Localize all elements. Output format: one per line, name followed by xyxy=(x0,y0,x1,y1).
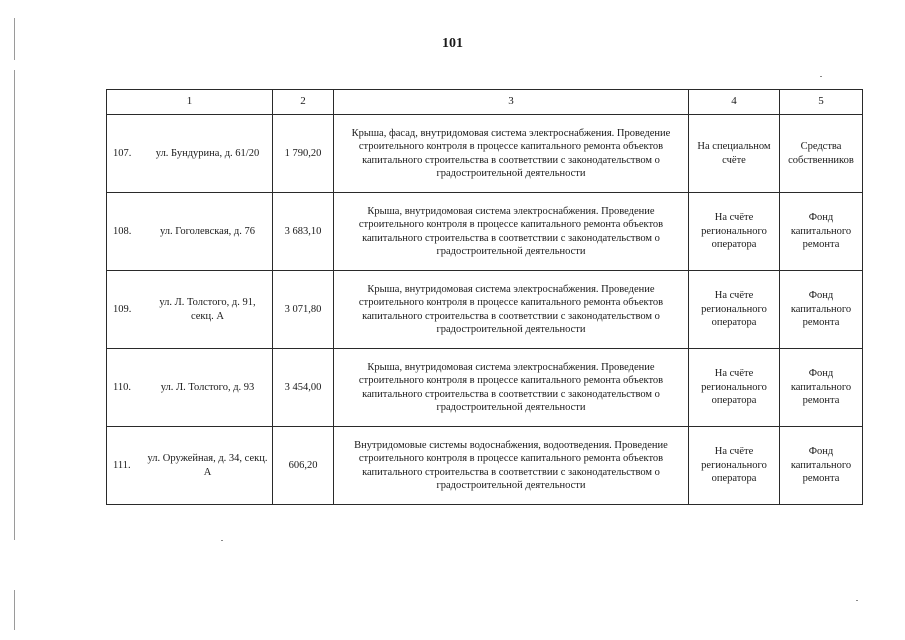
column-header: 2 xyxy=(273,90,334,115)
account-cell: На счёте регионального оператора xyxy=(689,271,780,349)
row-number: 109. xyxy=(113,303,132,315)
scan-speck xyxy=(221,540,223,541)
table-row xyxy=(107,427,863,505)
funding-source-cell: Фонд капитального ремонта xyxy=(780,349,863,427)
address-text: ул. Гоголевская, д. 76 xyxy=(159,225,256,237)
table-row xyxy=(107,193,863,271)
account-cell: На специальном счёте xyxy=(689,115,780,193)
page-number: 101 xyxy=(442,36,463,51)
column-header: 5 xyxy=(780,90,863,115)
area-cell: 3 454,00 xyxy=(273,349,334,427)
row-number: 110. xyxy=(113,381,131,393)
column-header: 4 xyxy=(689,90,780,115)
funding-source-cell: Фонд капитального ремонта xyxy=(780,193,863,271)
area-cell: 3 683,10 xyxy=(273,193,334,271)
account-cell: На счёте регионального оператора xyxy=(689,427,780,505)
column-header: 3 xyxy=(334,90,689,115)
scan-speck xyxy=(820,76,822,77)
address-cell xyxy=(107,193,273,271)
address-cell xyxy=(107,115,273,193)
address-cell xyxy=(107,349,273,427)
address-text: ул. Л. Толстого, д. 91, секц. А xyxy=(159,297,256,322)
works-cell: Внутридомовые системы водоснабжения, водоотведения. Проведение строительного контроля в процессе капитального ремонта объектов капитального строительства в соответствии с законодательством о градостроительной деятельности xyxy=(334,427,689,505)
address-text: ул. Л. Толстого, д. 93 xyxy=(160,381,255,393)
works-cell: Крыша, внутридомовая система электроснабжения. Проведение строительного контроля в процессе капитального ремонта объектов капитального строительства в соответствии с законодательством о градостроительной деятельности xyxy=(334,271,689,349)
address-text: ул. Бундурина, д. 61/20 xyxy=(155,147,260,159)
column-header: 1 xyxy=(107,90,273,115)
row-number: 107. xyxy=(113,147,132,159)
funding-source-cell: Средства собственников xyxy=(780,115,863,193)
table-row xyxy=(107,115,863,193)
table-row xyxy=(107,349,863,427)
area-cell: 3 071,80 xyxy=(273,271,334,349)
scan-margin-line-bottom xyxy=(14,590,15,630)
funding-source-cell: Фонд капитального ремонта xyxy=(780,271,863,349)
table-header-row xyxy=(107,90,863,115)
address-cell xyxy=(107,427,273,505)
scan-margin-line-middle xyxy=(14,70,15,540)
area-cell: 1 790,20 xyxy=(273,115,334,193)
works-cell: Крыша, внутридомовая система электроснабжения. Проведение строительного контроля в процессе капитального ремонта объектов капитального строительства в соответствии с законодательством о градостроительной деятельности xyxy=(334,193,689,271)
funding-source-cell: Фонд капитального ремонта xyxy=(780,427,863,505)
works-cell: Крыша, внутридомовая система электроснабжения. Проведение строительного контроля в процессе капитального ремонта объектов капитального строительства в соответствии с законодательством о градостроительной деятельности xyxy=(334,349,689,427)
scan-speck xyxy=(856,600,858,601)
area-cell: 606,20 xyxy=(273,427,334,505)
account-cell: На счёте регионального оператора xyxy=(689,193,780,271)
row-number: 111. xyxy=(113,459,131,471)
address-cell xyxy=(107,271,273,349)
works-cell: Крыша, фасад, внутридомовая система электроснабжения. Проведение строительного контроля в процессе капитального ремонта объектов капитального строительства в соответствии с законодательством о градостроительной деятельности xyxy=(334,115,689,193)
table-row xyxy=(107,271,863,349)
row-number: 108. xyxy=(113,225,132,237)
account-cell: На счёте регионального оператора xyxy=(689,349,780,427)
capital-repair-table xyxy=(106,89,863,505)
address-text: ул. Оружейная, д. 34, секц. А xyxy=(147,453,268,478)
